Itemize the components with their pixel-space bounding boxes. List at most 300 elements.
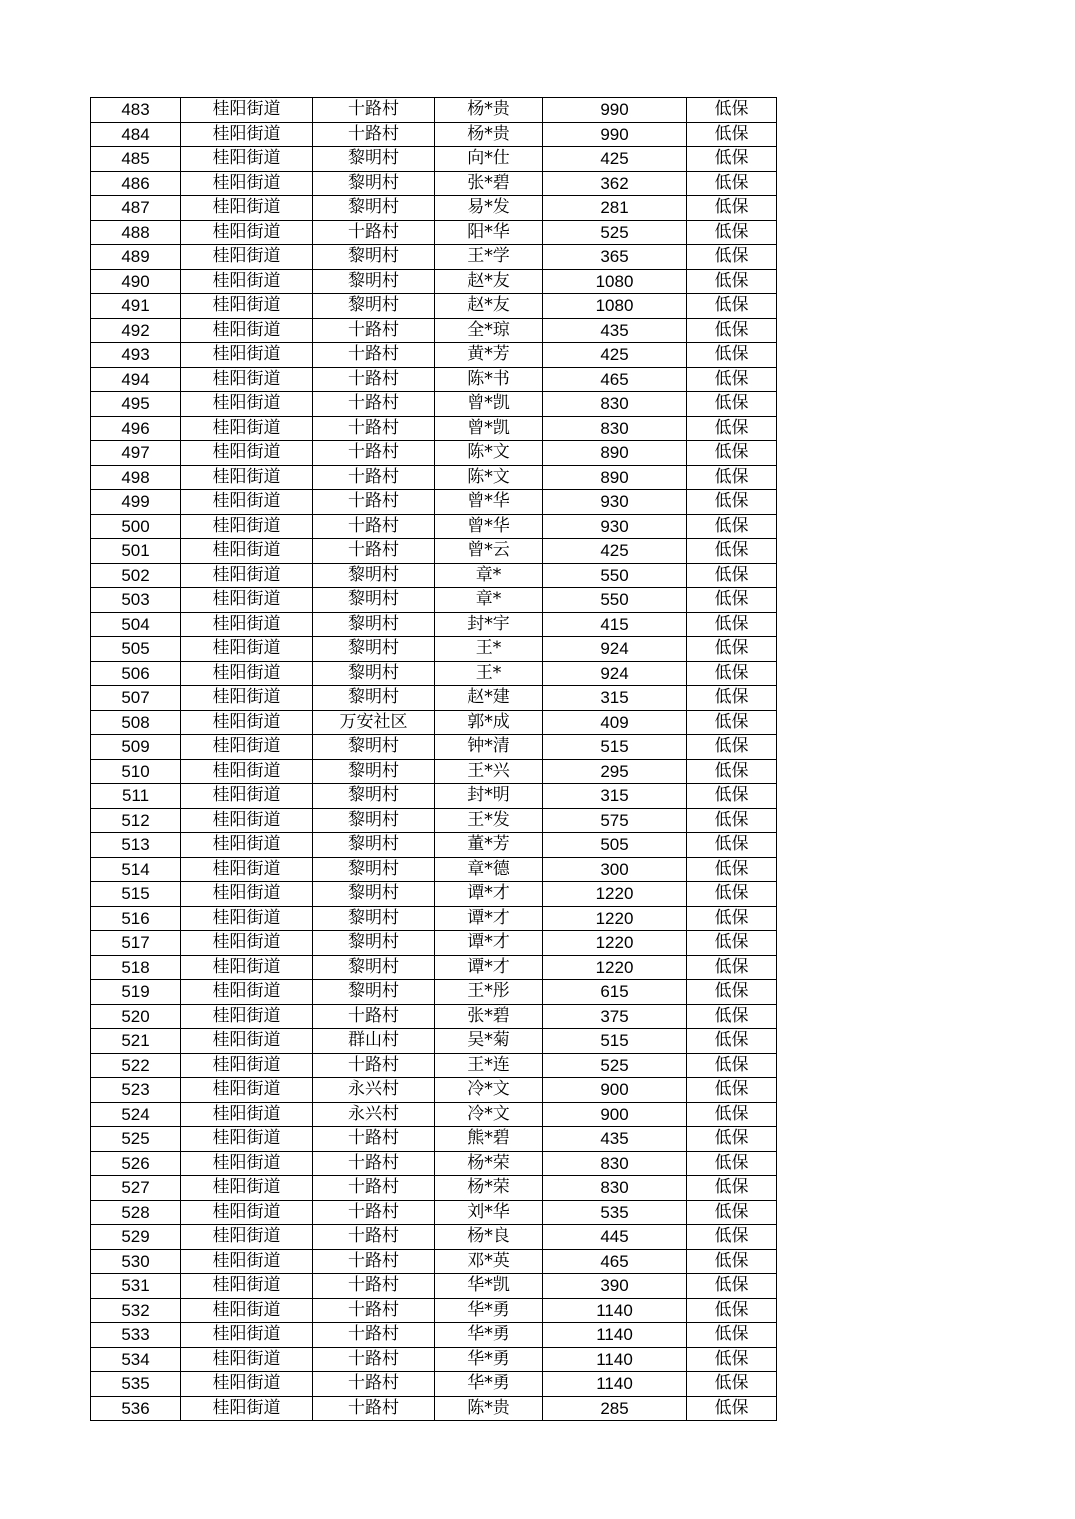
cell-street: 桂阳街道 bbox=[181, 269, 313, 294]
cell-village: 群山村 bbox=[313, 1029, 435, 1054]
cell-type: 低保 bbox=[687, 1372, 777, 1397]
table-row bbox=[91, 563, 777, 588]
cell-name: 谭*才 bbox=[435, 931, 543, 956]
cell-type: 低保 bbox=[687, 122, 777, 147]
cell-street: 桂阳街道 bbox=[181, 735, 313, 760]
cell-street: 桂阳街道 bbox=[181, 343, 313, 368]
cell-village: 十路村 bbox=[313, 1053, 435, 1078]
cell-number: 535 bbox=[91, 1372, 181, 1397]
table-row bbox=[91, 367, 777, 392]
cell-amount: 300 bbox=[543, 857, 687, 882]
cell-amount: 1220 bbox=[543, 882, 687, 907]
cell-street: 桂阳街道 bbox=[181, 1200, 313, 1225]
cell-amount: 1080 bbox=[543, 269, 687, 294]
cell-name: 曾*凯 bbox=[435, 392, 543, 417]
cell-amount: 890 bbox=[543, 441, 687, 466]
cell-street: 桂阳街道 bbox=[181, 661, 313, 686]
cell-amount: 550 bbox=[543, 588, 687, 613]
cell-amount: 930 bbox=[543, 490, 687, 515]
cell-village: 十路村 bbox=[313, 1298, 435, 1323]
cell-type: 低保 bbox=[687, 710, 777, 735]
cell-street: 桂阳街道 bbox=[181, 1249, 313, 1274]
cell-street: 桂阳街道 bbox=[181, 98, 313, 123]
cell-type: 低保 bbox=[687, 1176, 777, 1201]
cell-type: 低保 bbox=[687, 637, 777, 662]
cell-type: 低保 bbox=[687, 1347, 777, 1372]
cell-street: 桂阳街道 bbox=[181, 1029, 313, 1054]
cell-number: 523 bbox=[91, 1078, 181, 1103]
cell-street: 桂阳街道 bbox=[181, 906, 313, 931]
cell-village: 十路村 bbox=[313, 1200, 435, 1225]
cell-number: 507 bbox=[91, 686, 181, 711]
cell-street: 桂阳街道 bbox=[181, 196, 313, 221]
cell-amount: 425 bbox=[543, 343, 687, 368]
table-row bbox=[91, 318, 777, 343]
table-row bbox=[91, 759, 777, 784]
cell-number: 520 bbox=[91, 1004, 181, 1029]
cell-name: 杨*荣 bbox=[435, 1176, 543, 1201]
cell-street: 桂阳街道 bbox=[181, 367, 313, 392]
cell-name: 封*明 bbox=[435, 784, 543, 809]
table-row bbox=[91, 1004, 777, 1029]
cell-number: 529 bbox=[91, 1225, 181, 1250]
cell-amount: 1220 bbox=[543, 955, 687, 980]
table-row bbox=[91, 784, 777, 809]
cell-village: 黎明村 bbox=[313, 980, 435, 1005]
cell-number: 504 bbox=[91, 612, 181, 637]
table-row bbox=[91, 220, 777, 245]
table-row bbox=[91, 808, 777, 833]
cell-village: 黎明村 bbox=[313, 906, 435, 931]
cell-village: 十路村 bbox=[313, 367, 435, 392]
cell-amount: 990 bbox=[543, 122, 687, 147]
cell-amount: 295 bbox=[543, 759, 687, 784]
cell-village: 黎明村 bbox=[313, 612, 435, 637]
cell-amount: 425 bbox=[543, 147, 687, 172]
table-row bbox=[91, 906, 777, 931]
cell-amount: 362 bbox=[543, 171, 687, 196]
cell-number: 527 bbox=[91, 1176, 181, 1201]
cell-village: 十路村 bbox=[313, 1372, 435, 1397]
cell-name: 易*发 bbox=[435, 196, 543, 221]
cell-village: 万安社区 bbox=[313, 710, 435, 735]
table-row bbox=[91, 882, 777, 907]
cell-number: 483 bbox=[91, 98, 181, 123]
cell-number: 500 bbox=[91, 514, 181, 539]
table-row bbox=[91, 1200, 777, 1225]
cell-number: 534 bbox=[91, 1347, 181, 1372]
cell-number: 514 bbox=[91, 857, 181, 882]
table-row bbox=[91, 343, 777, 368]
cell-name: 董*芳 bbox=[435, 833, 543, 858]
cell-amount: 409 bbox=[543, 710, 687, 735]
cell-name: 谭*才 bbox=[435, 906, 543, 931]
cell-type: 低保 bbox=[687, 1200, 777, 1225]
cell-number: 493 bbox=[91, 343, 181, 368]
table-row bbox=[91, 245, 777, 270]
cell-street: 桂阳街道 bbox=[181, 955, 313, 980]
cell-name: 王*彤 bbox=[435, 980, 543, 1005]
cell-amount: 900 bbox=[543, 1102, 687, 1127]
table-row bbox=[91, 1029, 777, 1054]
cell-village: 十路村 bbox=[313, 1127, 435, 1152]
cell-type: 低保 bbox=[687, 318, 777, 343]
cell-village: 十路村 bbox=[313, 1347, 435, 1372]
cell-village: 黎明村 bbox=[313, 686, 435, 711]
cell-number: 494 bbox=[91, 367, 181, 392]
cell-name: 郭*成 bbox=[435, 710, 543, 735]
cell-village: 黎明村 bbox=[313, 294, 435, 319]
table-row bbox=[91, 1127, 777, 1152]
cell-amount: 465 bbox=[543, 1249, 687, 1274]
cell-amount: 315 bbox=[543, 686, 687, 711]
cell-number: 502 bbox=[91, 563, 181, 588]
cell-village: 十路村 bbox=[313, 539, 435, 564]
cell-name: 王* bbox=[435, 637, 543, 662]
table-row bbox=[91, 588, 777, 613]
cell-amount: 1140 bbox=[543, 1298, 687, 1323]
cell-street: 桂阳街道 bbox=[181, 1396, 313, 1421]
cell-name: 华*勇 bbox=[435, 1347, 543, 1372]
cell-name: 王* bbox=[435, 661, 543, 686]
cell-amount: 505 bbox=[543, 833, 687, 858]
cell-number: 499 bbox=[91, 490, 181, 515]
cell-street: 桂阳街道 bbox=[181, 1298, 313, 1323]
table-row bbox=[91, 686, 777, 711]
cell-village: 黎明村 bbox=[313, 784, 435, 809]
cell-number: 488 bbox=[91, 220, 181, 245]
cell-number: 508 bbox=[91, 710, 181, 735]
cell-type: 低保 bbox=[687, 514, 777, 539]
cell-type: 低保 bbox=[687, 245, 777, 270]
cell-name: 曾*华 bbox=[435, 490, 543, 515]
cell-number: 506 bbox=[91, 661, 181, 686]
cell-amount: 445 bbox=[543, 1225, 687, 1250]
cell-village: 十路村 bbox=[313, 416, 435, 441]
cell-number: 517 bbox=[91, 931, 181, 956]
cell-street: 桂阳街道 bbox=[181, 1102, 313, 1127]
cell-name: 邓*英 bbox=[435, 1249, 543, 1274]
table-row bbox=[91, 416, 777, 441]
cell-street: 桂阳街道 bbox=[181, 1176, 313, 1201]
cell-street: 桂阳街道 bbox=[181, 441, 313, 466]
cell-name: 钟*清 bbox=[435, 735, 543, 760]
table-row bbox=[91, 1323, 777, 1348]
cell-amount: 435 bbox=[543, 1127, 687, 1152]
table-row bbox=[91, 1078, 777, 1103]
cell-street: 桂阳街道 bbox=[181, 588, 313, 613]
cell-village: 十路村 bbox=[313, 98, 435, 123]
cell-amount: 515 bbox=[543, 735, 687, 760]
cell-number: 513 bbox=[91, 833, 181, 858]
table-row bbox=[91, 857, 777, 882]
cell-amount: 930 bbox=[543, 514, 687, 539]
cell-type: 低保 bbox=[687, 612, 777, 637]
cell-street: 桂阳街道 bbox=[181, 612, 313, 637]
cell-type: 低保 bbox=[687, 441, 777, 466]
cell-type: 低保 bbox=[687, 465, 777, 490]
cell-village: 十路村 bbox=[313, 318, 435, 343]
cell-name: 陈*文 bbox=[435, 465, 543, 490]
cell-type: 低保 bbox=[687, 196, 777, 221]
cell-street: 桂阳街道 bbox=[181, 686, 313, 711]
cell-type: 低保 bbox=[687, 1127, 777, 1152]
cell-amount: 465 bbox=[543, 367, 687, 392]
cell-type: 低保 bbox=[687, 294, 777, 319]
cell-village: 黎明村 bbox=[313, 833, 435, 858]
cell-type: 低保 bbox=[687, 955, 777, 980]
table-row bbox=[91, 735, 777, 760]
cell-street: 桂阳街道 bbox=[181, 1151, 313, 1176]
table-row bbox=[91, 661, 777, 686]
cell-street: 桂阳街道 bbox=[181, 857, 313, 882]
cell-type: 低保 bbox=[687, 220, 777, 245]
table-row bbox=[91, 122, 777, 147]
cell-name: 王*发 bbox=[435, 808, 543, 833]
cell-type: 低保 bbox=[687, 269, 777, 294]
table-row bbox=[91, 171, 777, 196]
cell-type: 低保 bbox=[687, 367, 777, 392]
cell-street: 桂阳街道 bbox=[181, 563, 313, 588]
cell-name: 全*琼 bbox=[435, 318, 543, 343]
table-row bbox=[91, 465, 777, 490]
cell-village: 十路村 bbox=[313, 1004, 435, 1029]
cell-amount: 830 bbox=[543, 392, 687, 417]
cell-street: 桂阳街道 bbox=[181, 122, 313, 147]
cell-amount: 924 bbox=[543, 637, 687, 662]
cell-number: 509 bbox=[91, 735, 181, 760]
cell-type: 低保 bbox=[687, 1323, 777, 1348]
cell-name: 王*连 bbox=[435, 1053, 543, 1078]
cell-number: 511 bbox=[91, 784, 181, 809]
cell-village: 十路村 bbox=[313, 441, 435, 466]
cell-village: 十路村 bbox=[313, 1396, 435, 1421]
cell-type: 低保 bbox=[687, 563, 777, 588]
cell-amount: 435 bbox=[543, 318, 687, 343]
table-row bbox=[91, 1102, 777, 1127]
cell-amount: 615 bbox=[543, 980, 687, 1005]
cell-name: 章* bbox=[435, 588, 543, 613]
cell-type: 低保 bbox=[687, 833, 777, 858]
cell-amount: 535 bbox=[543, 1200, 687, 1225]
cell-number: 530 bbox=[91, 1249, 181, 1274]
table-row bbox=[91, 294, 777, 319]
cell-name: 吴*菊 bbox=[435, 1029, 543, 1054]
cell-village: 黎明村 bbox=[313, 931, 435, 956]
cell-village: 黎明村 bbox=[313, 563, 435, 588]
cell-village: 十路村 bbox=[313, 1249, 435, 1274]
cell-number: 522 bbox=[91, 1053, 181, 1078]
table-row bbox=[91, 539, 777, 564]
table-row bbox=[91, 955, 777, 980]
cell-street: 桂阳街道 bbox=[181, 416, 313, 441]
cell-name: 阳*华 bbox=[435, 220, 543, 245]
cell-number: 505 bbox=[91, 637, 181, 662]
cell-street: 桂阳街道 bbox=[181, 833, 313, 858]
cell-street: 桂阳街道 bbox=[181, 1053, 313, 1078]
cell-name: 黄*芳 bbox=[435, 343, 543, 368]
cell-number: 533 bbox=[91, 1323, 181, 1348]
cell-type: 低保 bbox=[687, 1053, 777, 1078]
cell-number: 519 bbox=[91, 980, 181, 1005]
table-row bbox=[91, 1347, 777, 1372]
cell-number: 497 bbox=[91, 441, 181, 466]
cell-amount: 830 bbox=[543, 416, 687, 441]
cell-name: 华*勇 bbox=[435, 1323, 543, 1348]
cell-number: 503 bbox=[91, 588, 181, 613]
cell-number: 487 bbox=[91, 196, 181, 221]
cell-name: 封*宇 bbox=[435, 612, 543, 637]
cell-street: 桂阳街道 bbox=[181, 1347, 313, 1372]
cell-amount: 575 bbox=[543, 808, 687, 833]
cell-name: 章*德 bbox=[435, 857, 543, 882]
cell-village: 十路村 bbox=[313, 1274, 435, 1299]
cell-name: 赵*友 bbox=[435, 294, 543, 319]
cell-street: 桂阳街道 bbox=[181, 514, 313, 539]
cell-name: 杨*贵 bbox=[435, 98, 543, 123]
cell-number: 491 bbox=[91, 294, 181, 319]
table-row bbox=[91, 1176, 777, 1201]
cell-type: 低保 bbox=[687, 1274, 777, 1299]
table-row bbox=[91, 833, 777, 858]
cell-number: 492 bbox=[91, 318, 181, 343]
cell-amount: 1220 bbox=[543, 906, 687, 931]
cell-amount: 990 bbox=[543, 98, 687, 123]
cell-amount: 830 bbox=[543, 1151, 687, 1176]
cell-amount: 365 bbox=[543, 245, 687, 270]
cell-type: 低保 bbox=[687, 490, 777, 515]
cell-village: 十路村 bbox=[313, 1176, 435, 1201]
cell-type: 低保 bbox=[687, 931, 777, 956]
cell-street: 桂阳街道 bbox=[181, 1127, 313, 1152]
table-row bbox=[91, 1249, 777, 1274]
cell-type: 低保 bbox=[687, 1029, 777, 1054]
cell-name: 谭*才 bbox=[435, 882, 543, 907]
cell-street: 桂阳街道 bbox=[181, 784, 313, 809]
cell-street: 桂阳街道 bbox=[181, 980, 313, 1005]
cell-name: 华*勇 bbox=[435, 1298, 543, 1323]
cell-type: 低保 bbox=[687, 1078, 777, 1103]
cell-village: 黎明村 bbox=[313, 171, 435, 196]
cell-amount: 1140 bbox=[543, 1323, 687, 1348]
cell-village: 黎明村 bbox=[313, 759, 435, 784]
cell-name: 冷*文 bbox=[435, 1102, 543, 1127]
cell-street: 桂阳街道 bbox=[181, 1225, 313, 1250]
cell-type: 低保 bbox=[687, 539, 777, 564]
cell-name: 华*勇 bbox=[435, 1372, 543, 1397]
table-row bbox=[91, 980, 777, 1005]
cell-village: 十路村 bbox=[313, 343, 435, 368]
cell-type: 低保 bbox=[687, 1151, 777, 1176]
cell-type: 低保 bbox=[687, 588, 777, 613]
cell-amount: 425 bbox=[543, 539, 687, 564]
cell-amount: 375 bbox=[543, 1004, 687, 1029]
cell-street: 桂阳街道 bbox=[181, 171, 313, 196]
table-row bbox=[91, 1225, 777, 1250]
cell-village: 黎明村 bbox=[313, 661, 435, 686]
cell-street: 桂阳街道 bbox=[181, 220, 313, 245]
table-row bbox=[91, 441, 777, 466]
table-body bbox=[91, 98, 777, 1421]
cell-type: 低保 bbox=[687, 416, 777, 441]
cell-number: 510 bbox=[91, 759, 181, 784]
cell-number: 490 bbox=[91, 269, 181, 294]
cell-name: 杨*荣 bbox=[435, 1151, 543, 1176]
table-row bbox=[91, 490, 777, 515]
cell-name: 杨*贵 bbox=[435, 122, 543, 147]
cell-number: 536 bbox=[91, 1396, 181, 1421]
cell-street: 桂阳街道 bbox=[181, 245, 313, 270]
cell-street: 桂阳街道 bbox=[181, 490, 313, 515]
cell-street: 桂阳街道 bbox=[181, 808, 313, 833]
cell-street: 桂阳街道 bbox=[181, 1323, 313, 1348]
cell-type: 低保 bbox=[687, 661, 777, 686]
cell-number: 515 bbox=[91, 882, 181, 907]
cell-number: 524 bbox=[91, 1102, 181, 1127]
cell-street: 桂阳街道 bbox=[181, 710, 313, 735]
cell-name: 谭*才 bbox=[435, 955, 543, 980]
cell-village: 黎明村 bbox=[313, 808, 435, 833]
cell-street: 桂阳街道 bbox=[181, 1004, 313, 1029]
cell-amount: 1080 bbox=[543, 294, 687, 319]
cell-name: 张*碧 bbox=[435, 171, 543, 196]
table-row bbox=[91, 710, 777, 735]
cell-name: 章* bbox=[435, 563, 543, 588]
cell-amount: 900 bbox=[543, 1078, 687, 1103]
cell-type: 低保 bbox=[687, 735, 777, 760]
cell-number: 526 bbox=[91, 1151, 181, 1176]
cell-street: 桂阳街道 bbox=[181, 759, 313, 784]
cell-name: 冷*文 bbox=[435, 1078, 543, 1103]
cell-street: 桂阳街道 bbox=[181, 931, 313, 956]
table-row bbox=[91, 269, 777, 294]
cell-street: 桂阳街道 bbox=[181, 1274, 313, 1299]
cell-amount: 550 bbox=[543, 563, 687, 588]
table-row bbox=[91, 392, 777, 417]
cell-name: 陈*贵 bbox=[435, 1396, 543, 1421]
cell-village: 永兴村 bbox=[313, 1078, 435, 1103]
cell-number: 531 bbox=[91, 1274, 181, 1299]
cell-street: 桂阳街道 bbox=[181, 294, 313, 319]
cell-type: 低保 bbox=[687, 1249, 777, 1274]
cell-name: 赵*友 bbox=[435, 269, 543, 294]
cell-type: 低保 bbox=[687, 857, 777, 882]
cell-street: 桂阳街道 bbox=[181, 882, 313, 907]
cell-number: 489 bbox=[91, 245, 181, 270]
cell-village: 十路村 bbox=[313, 1225, 435, 1250]
cell-type: 低保 bbox=[687, 808, 777, 833]
cell-village: 黎明村 bbox=[313, 882, 435, 907]
cell-type: 低保 bbox=[687, 686, 777, 711]
data-table bbox=[90, 97, 777, 1421]
cell-type: 低保 bbox=[687, 1102, 777, 1127]
cell-village: 黎明村 bbox=[313, 857, 435, 882]
cell-street: 桂阳街道 bbox=[181, 539, 313, 564]
cell-village: 黎明村 bbox=[313, 147, 435, 172]
table-row bbox=[91, 147, 777, 172]
cell-village: 黎明村 bbox=[313, 955, 435, 980]
cell-village: 十路村 bbox=[313, 465, 435, 490]
cell-number: 525 bbox=[91, 1127, 181, 1152]
cell-village: 十路村 bbox=[313, 392, 435, 417]
cell-number: 498 bbox=[91, 465, 181, 490]
table-row bbox=[91, 1274, 777, 1299]
cell-type: 低保 bbox=[687, 147, 777, 172]
cell-type: 低保 bbox=[687, 392, 777, 417]
cell-type: 低保 bbox=[687, 1004, 777, 1029]
table-row bbox=[91, 1151, 777, 1176]
cell-village: 十路村 bbox=[313, 514, 435, 539]
